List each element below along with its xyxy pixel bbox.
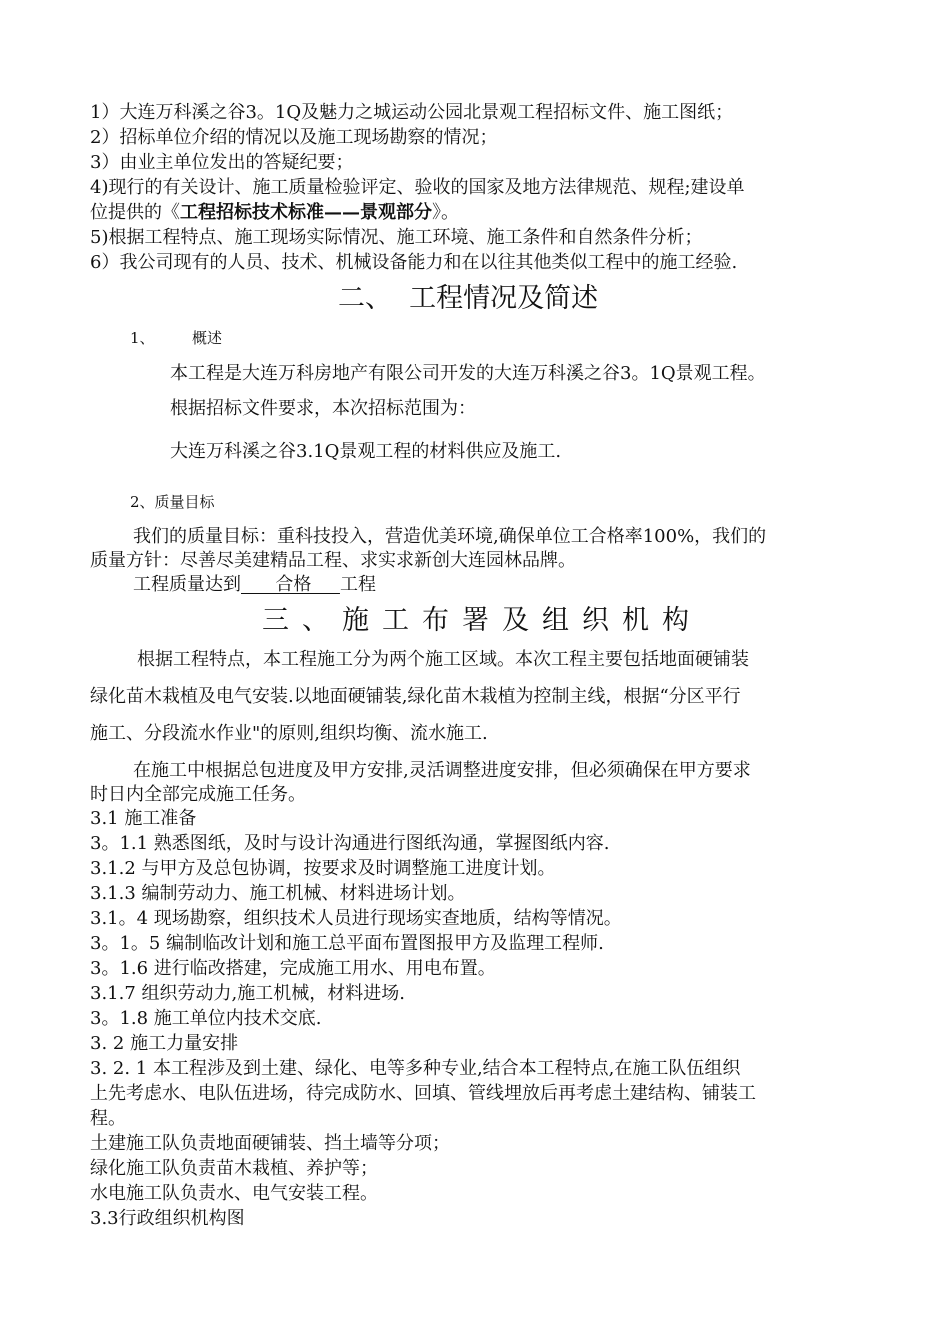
- overview-paragraph-1: 本工程是大连万科房地产有限公司开发的大连万科溪之谷3。1Q景观工程。: [170, 363, 766, 384]
- subsection-1-title: 概述: [192, 329, 223, 347]
- item-3-1-7: 3.1.7 组织劳动力,施工机械，材料进场.: [90, 983, 405, 1004]
- subsection-2-title: 2、质量目标: [130, 493, 215, 511]
- item-3-2-1-line3: 程。: [90, 1108, 126, 1129]
- item-3-1-3: 3.1.3 编制劳动力、施工机械、材料进场计划。: [90, 883, 466, 904]
- section-3-1-title: 3.1 施工准备: [90, 808, 197, 829]
- item-3-1-8: 3。1.8 施工单位内技术交底.: [90, 1008, 322, 1029]
- item-3-2-1-line2: 上先考虑水、电队伍进场，待完成防水、回填、管线埋放后再考虑土建结构、铺装工: [90, 1083, 756, 1104]
- deployment-line-2: 绿化苗木栽植及电气安装.以地面硬铺装,绿化苗木栽植为控制主线，根据“分区平行: [90, 686, 741, 707]
- quality-line-3-post: 工程: [339, 574, 376, 595]
- basis-item-4-pre: 位提供的《: [90, 202, 180, 223]
- overview-paragraph-3: 大连万科溪之谷3.1Q景观工程的材料供应及施工.: [170, 441, 562, 462]
- quality-level-blank: 合格: [241, 574, 340, 595]
- section-3-heading: 三、施工布署及组织机构: [262, 605, 702, 636]
- item-3-1-4: 3.1。4 现场勘察，组织技术人员进行现场实查地质，结构等情况。: [90, 908, 622, 929]
- basis-item-5: 5)根据工程特点、施工现场实际情况、施工环境、施工条件和自然条件分析；: [90, 227, 703, 248]
- overview-paragraph-2: 根据招标文件要求，本次招标范围为：: [170, 398, 476, 419]
- item-3-1-1: 3。1.1 熟悉图纸，及时与设计沟通进行图纸沟通，掌握图纸内容.: [90, 833, 610, 854]
- schedule-line-1: 在施工中根据总包进度及甲方安排,灵活调整进度安排，但必须确保在甲方要求: [133, 760, 751, 781]
- quality-line-1: 我们的质量目标：重科技投入，营造优美环境,确保单位工合格率100%，我们的: [133, 526, 767, 547]
- schedule-line-2: 时日内全部完成施工任务。: [90, 784, 306, 805]
- basis-item-4-post: 》。: [432, 202, 459, 223]
- basis-item-6: 6）我公司现有的人员、技术、机械设备能力和在以往其他类似工程中的施工经验.: [90, 252, 738, 273]
- basis-item-4-line1: 4)现行的有关设计、施工质量检验评定、验收的国家及地方法律规范、规程;建设单: [90, 177, 745, 198]
- section-3-2-title: 3. 2 施工力量安排: [90, 1033, 239, 1054]
- team-civil: 土建施工队负责地面硬铺装、挡土墙等分项；: [90, 1133, 450, 1154]
- deployment-line-1: 根据工程特点，本工程施工分为两个施工区域。本次工程主要包括地面硬铺装: [137, 649, 749, 670]
- quality-line-3: [133, 573, 376, 597]
- basis-item-3: 3）由业主单位发出的答疑纪要；: [90, 152, 354, 173]
- section-3-3-title: 3.3行政组织机构图: [90, 1208, 245, 1229]
- basis-item-4-line2: [90, 201, 459, 225]
- quality-line-3-pre: 工程质量达到: [133, 574, 241, 595]
- team-greening: 绿化施工队负责苗木栽植、养护等；: [90, 1158, 378, 1179]
- item-3-2-1-line1: 3. 2. 1 本工程涉及到土建、绿化、电等多种专业,结合本工程特点,在施工队伍组织: [90, 1058, 741, 1079]
- team-water-electric: 水电施工队负责水、电气安装工程。: [90, 1183, 378, 1204]
- basis-item-2: 2）招标单位介绍的情况以及施工现场勘察的情况；: [90, 127, 498, 148]
- quality-line-2: 质量方针：尽善尽美建精品工程、求实求新创大连园林品牌。: [90, 550, 576, 571]
- subsection-1-number: 1、: [130, 329, 155, 347]
- item-3-1-5: 3。1。5 编制临改计划和施工总平面布置图报甲方及监理工程师.: [90, 933, 604, 954]
- section-2-heading: 二、 工程情况及简述: [338, 283, 599, 314]
- deployment-line-3: 施工、分段流水作业"的原则,组织均衡、流水施工.: [90, 723, 488, 744]
- basis-item-1: 1）大连万科溪之谷3。1Q及魅力之城运动公园北景观工程招标文件、施工图纸；: [90, 102, 734, 123]
- tech-standard-title: 工程招标技术标准——景观部分: [180, 202, 432, 223]
- item-3-1-2: 3.1.2 与甲方及总包协调，按要求及时调整施工进度计划。: [90, 858, 556, 879]
- item-3-1-6: 3。1.6 进行临改搭建，完成施工用水、用电布置。: [90, 958, 496, 979]
